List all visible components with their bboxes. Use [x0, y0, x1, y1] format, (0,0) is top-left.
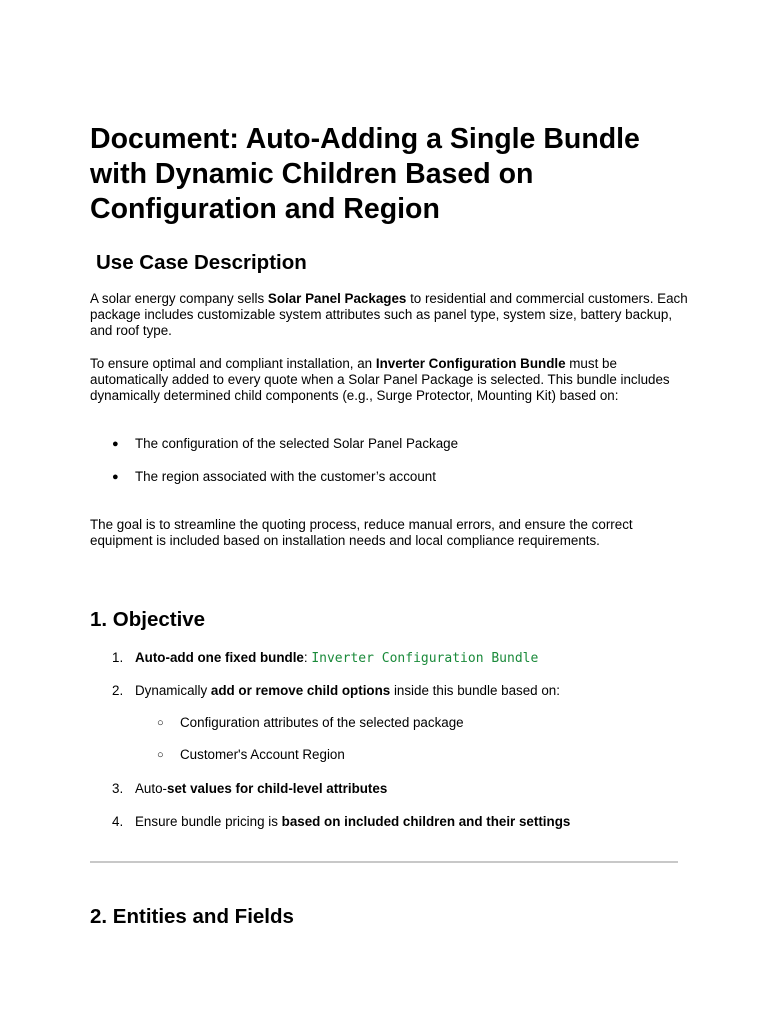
bullet-icon: ● — [112, 471, 119, 483]
objective-heading: 1. Objective — [90, 608, 206, 631]
document-title: Document: Auto-Adding a Single Bundle with Dynamic Children Based on Configuration and Region — [90, 123, 640, 225]
list-item: 3. Auto-set values for child-level attributes — [112, 781, 388, 796]
list-item: ● The region associated with the customer’s account — [112, 469, 436, 484]
use-case-paragraph-2: To ensure optimal and compliant installation, an Inverter Configuration Bundle must be automatically added to every quote when a Solar Panel Package is selected. This bundle includes dynamically determined child components (e.g., Surge Protector, Mounting Kit) based on: — [90, 356, 670, 404]
circle-bullet-icon: ○ — [157, 749, 164, 761]
objective-list — [90, 650, 570, 847]
goal-paragraph: The goal is to streamline the quoting process, reduce manual errors, and ensure the correct equipment is included based on installation needs and local compliance requirements. — [90, 517, 633, 549]
list-item: ○ Customer's Account Region — [157, 747, 345, 762]
inline-code: Inverter Configuration Bundle — [311, 651, 539, 666]
list-item: 1. Auto-add one fixed bundle: Inverter Configuration Bundle — [112, 650, 539, 666]
list-item: ● The configuration of the selected Solar Panel Package — [112, 436, 459, 451]
objective-sub-list — [135, 715, 570, 779]
entities-heading: 2. Entities and Fields — [90, 905, 294, 928]
use-case-heading: Use Case Description — [96, 251, 307, 274]
list-item: ○ Configuration attributes of the selected package — [157, 715, 464, 730]
list-item: 2. Dynamically add or remove child options inside this bundle based on: ○ Configuration attributes of the selected package ○ Customer's Account Region — [90, 683, 570, 781]
section-divider — [90, 861, 678, 863]
list-item: 4. Ensure bundle pricing is based on included children and their settings — [112, 814, 571, 829]
circle-bullet-icon: ○ — [157, 717, 164, 729]
use-case-paragraph-1: A solar energy company sells Solar Panel Packages to residential and commercial customers. Each package includes customizable system attributes such as panel type, system size, battery backup, and roof type. — [90, 291, 688, 339]
bullet-icon: ● — [112, 438, 119, 450]
criteria-bullet-list — [90, 436, 458, 502]
